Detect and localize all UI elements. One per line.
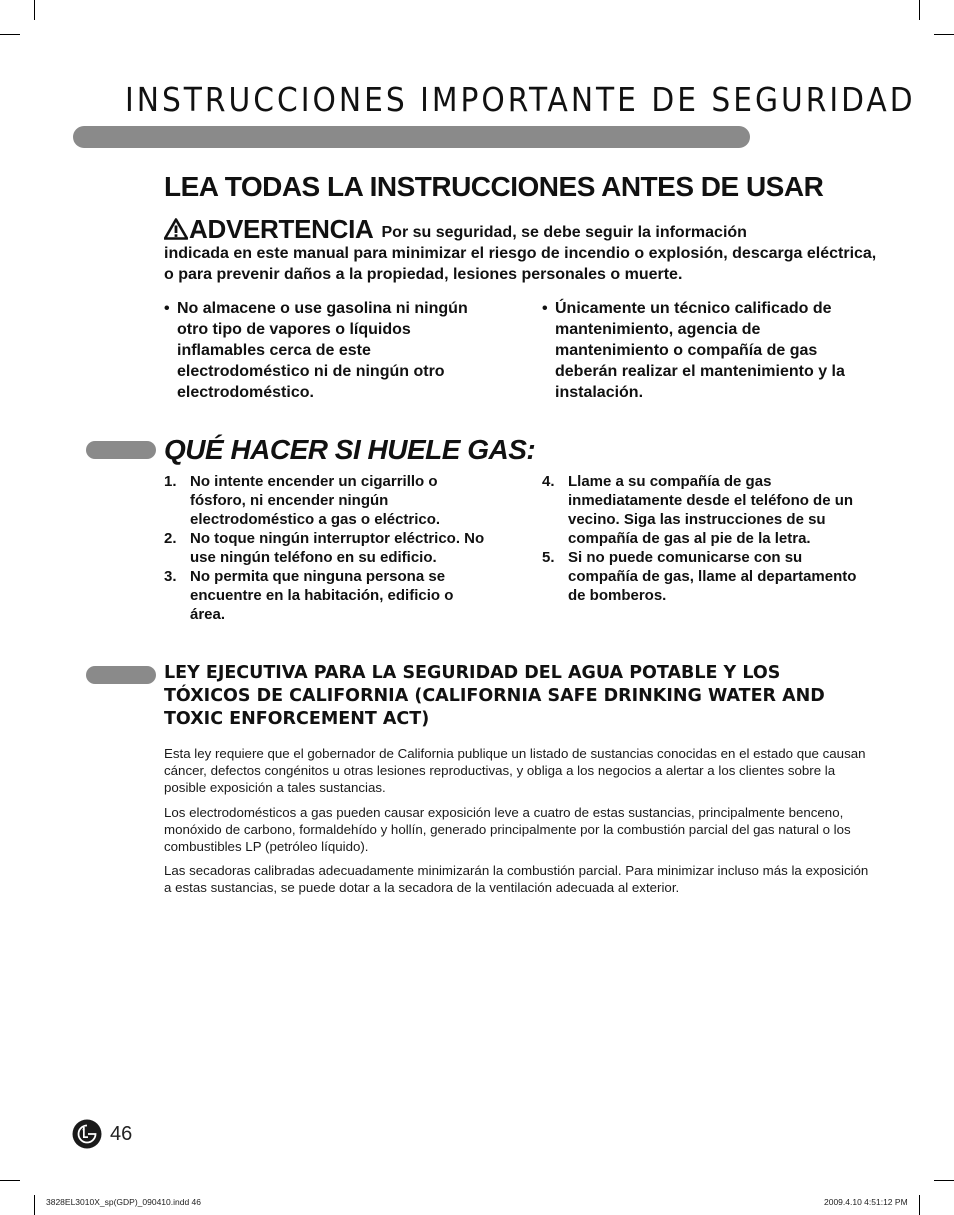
warning-bullet-right bbox=[542, 298, 857, 403]
step-text: No toque ningún interruptor eléctrico. No use ningún teléfono en su edificio. bbox=[190, 530, 485, 566]
law-paragraph: Esta ley requiere que el gobernador de California publique un listado de sustancias conocidas en el estado que causan cáncer, defectos congénitos u otras lesiones reproductivas, y obliga a los negocios a alertar a los clientes sobre la posible exposición a tales sustancias. bbox=[164, 746, 866, 795]
bullet-mark: • bbox=[542, 300, 548, 317]
bullet-text: Únicamente un técnico calificado de mantenimiento, agencia de mantenimiento o compañía de gas deberán realizar el mantenimiento y la instalación. bbox=[555, 300, 845, 401]
gas-step bbox=[164, 529, 489, 567]
bullet-text: No almacene o use gasolina ni ningún otro tipo de vapores o líquidos inflamables cerca de este electrodoméstico ni de ningún otro electrodoméstico. bbox=[177, 300, 468, 401]
crop-mark bbox=[934, 1180, 954, 1181]
law-heading: LEY EJECUTIVA PARA LA SEGURIDAD DEL AGUA POTABLE Y LOS TÓXICOS DE CALIFORNIA (CALIFORNIA SAFE DRINKING WATER AND TOXIC ENFORCEMENT ACT) bbox=[164, 663, 825, 729]
crop-mark bbox=[34, 1195, 35, 1215]
gas-steps-right bbox=[542, 472, 872, 605]
print-timestamp: 2009.4.10 4:51:12 PM bbox=[824, 1197, 908, 1207]
warning-label: ADVERTENCIA bbox=[189, 214, 374, 244]
step-number: 4. bbox=[542, 473, 555, 490]
warning-triangle-icon bbox=[164, 218, 188, 240]
crop-mark bbox=[34, 0, 35, 20]
crop-mark bbox=[919, 0, 920, 20]
step-text: No permita que ninguna persona se encuentre en la habitación, edificio o área. bbox=[190, 568, 454, 623]
file-slug: 3828EL3010X_sp(GDP)_090410.indd 46 bbox=[46, 1197, 202, 1207]
bullet-item bbox=[542, 298, 857, 403]
bullet-mark: • bbox=[164, 300, 170, 317]
gas-steps-left bbox=[164, 472, 489, 624]
crop-mark bbox=[0, 1180, 20, 1181]
read-all-heading: LEA TODAS LA INSTRUCCIONES ANTES DE USAR bbox=[164, 171, 824, 202]
warning-text-rest: indicada en este manual para minimizar el riesgo de incendio o explosión, descarga eléctrica, o para prevenir daños a la propiedad, lesiones personales o muerte. bbox=[164, 245, 877, 283]
gas-step bbox=[542, 548, 872, 605]
crop-mark bbox=[0, 34, 20, 35]
crop-mark bbox=[934, 34, 954, 35]
lg-logo-icon bbox=[72, 1119, 102, 1149]
section-pill-marker bbox=[86, 441, 156, 459]
gas-step bbox=[164, 567, 489, 624]
step-text: Si no puede comunicarse con su compañía de gas, llame al departamento de bomberos. bbox=[568, 549, 857, 604]
warning-bullet-left bbox=[164, 298, 484, 403]
title-underline-bar bbox=[73, 126, 750, 148]
step-number: 5. bbox=[542, 549, 555, 566]
step-text: No intente encender un cigarrillo o fósforo, ni encender ningún electrodoméstico a gas o eléctrico. bbox=[190, 473, 441, 528]
bullet-item bbox=[164, 298, 484, 403]
page-number: 46 bbox=[110, 1123, 133, 1145]
warning-label-group bbox=[164, 214, 374, 244]
warning-text-first: Por su seguridad, se debe seguir la información bbox=[381, 224, 747, 241]
step-number: 1. bbox=[164, 473, 177, 490]
gas-step bbox=[542, 472, 872, 548]
law-paragraph: Las secadoras calibradas adecuadamente minimizarán la combustión parcial. Para minimizar incluso más la exposición a estas sustancias, se puede dotar a la secadora de la ventilación adecuada al exterior. bbox=[164, 863, 869, 895]
crop-mark bbox=[919, 1195, 920, 1215]
gas-heading: QUÉ HACER SI HUELE GAS: bbox=[164, 434, 536, 465]
law-paragraph: Los electrodomésticos a gas pueden causar exposición leve a cuatro de estas sustancias, principalmente benceno, monóxido de carbono, formaldehído y hollín, generado principalmente por la combustión parcial del gas natural o los combustibles LP (petróleo líquido). bbox=[164, 805, 851, 854]
step-number: 3. bbox=[164, 568, 177, 585]
warning-block bbox=[164, 214, 884, 285]
step-text: Llame a su compañía de gas inmediatamente desde el teléfono de un vecino. Siga las instrucciones de su compañía de gas al pie de la letra. bbox=[568, 473, 854, 547]
step-number: 2. bbox=[164, 530, 177, 547]
page-title: INSTRUCCIONES IMPORTANTE DE SEGURIDAD bbox=[125, 80, 916, 119]
section-pill-marker bbox=[86, 666, 156, 684]
gas-step bbox=[164, 472, 489, 529]
